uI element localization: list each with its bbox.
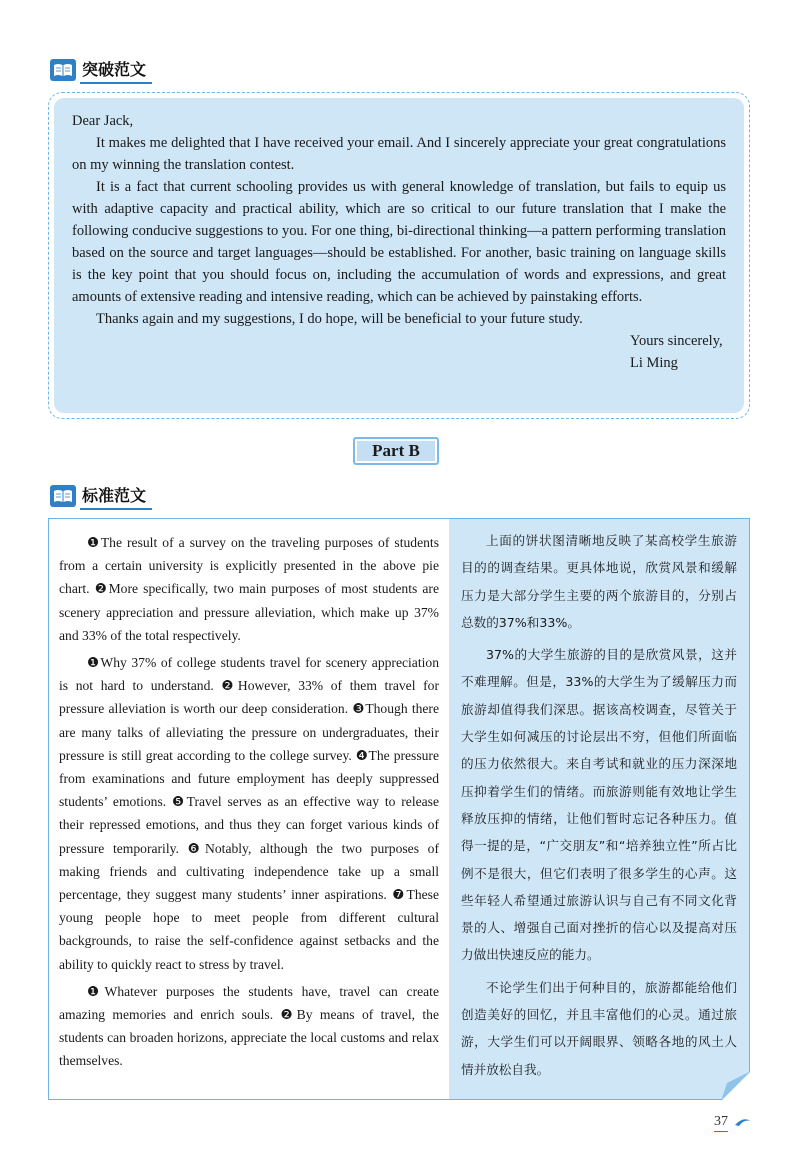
essay-en-paragraph: ❶Whatever purposes the students have, travel can create amazing memories and enrich souls. ❷By means of travel, the students can broaden horizons, appreciate the local customs and relax themselves. <box>59 983 439 1069</box>
book-icon <box>50 59 76 81</box>
essay-en-paragraph: ❶Why 37% of college students travel for scenery appreciation is not hard to understand. ❷However, 33% of them travel for pressure alleviation is worth our deep consideration. ❸Though there are many talks of alleviating the pressure on undergraduates, their pressure is still great according to the college survey. ❹The pressure from examinations and future employment has deeply suppressed students’ emotions. ❺Travel serves as an effective way to release their repressed emotions, and thus they can forget various kinds of pressure temporarily. ❻Notably, although the two purposes of making friends and cultivating independence take up a small percentage, they suggest many students’ inner aspirations. ❼These young people hope to meet people from different cultural backgrounds, to raise the self-confidence against setbacks and the ability to quickly react to stress by travel. <box>59 655 439 972</box>
letter-salutation: Dear Jack, <box>72 113 134 129</box>
essay-cn-paragraph: 37%的大学生旅游的目的是欣赏风景，这并不难理解。但是，33%的大学生为了缓解压力而旅游却值得我们深思。据该高校调查，尽管关于大学生如何减压的讨论层出不穷，但他们所面临的压力依然很大。来自考试和就业的压力深深地压抑着学生们的情绪。而旅游则能有效地让学生释放压抑的情绪，让他们暂时忘记各种压力。值得一提的是，“广交朋友”和“培养独立性”所占比例不是很大，但它们表明了很多学生的心声。这些年轻人希望通过旅游认识与自己有不同文化背景的人、增强自己面对挫折的信心以及提高对压力做出快速反应的能力。 <box>461 647 737 963</box>
page-number: 37 <box>714 1114 728 1132</box>
book-icon <box>50 485 76 507</box>
letter-paragraph: It is a fact that current schooling provides us with general knowledge of translation, but fails to equip us with adaptive capacity and practical ability, which are so critical to our future translation that I make the following conducive suggestions to you. For one thing, bi-directional thinking—a pattern performing translation based on the source and target languages—should be established. For another, basic training on language skills is the key point that you should focus on, including the accumulation of words and expressions, and great amounts of extensive reading and intensive reading, which can be achieved by painstaking efforts. <box>72 179 726 305</box>
section-title: 标准范文 <box>80 483 152 510</box>
page-fold-icon <box>721 1071 751 1101</box>
section-heading-breakthrough <box>50 58 152 82</box>
essay-english <box>49 519 449 1099</box>
part-b-label <box>353 437 439 465</box>
model-essay-box <box>48 518 750 1100</box>
swoosh-icon <box>734 1116 752 1128</box>
section-title: 突破范文 <box>80 57 152 84</box>
essay-cn-paragraph: 不论学生们出于何种目的，旅游都能给他们创造美好的回忆，并且丰富他们的心灵。通过旅游，大学生们可以开阔眼界、领略各地的风土人情并放松自我。 <box>461 979 737 1077</box>
essay-cn-paragraph: 上面的饼状图清晰地反映了某高校学生旅游目的的调查结果。更具体地说，欣赏风景和缓解压力是大部分学生主要的两个旅游目的，分别占总数的37%和33%。 <box>461 533 737 630</box>
letter-body <box>54 98 744 413</box>
section-heading-standard <box>50 484 152 508</box>
letter-closing: Yours sincerely, <box>630 333 723 349</box>
letter-paragraph: It makes me delighted that I have received your email. And I sincerely appreciate your great congratulations on my winning the translation contest. <box>72 135 726 173</box>
part-b-text: Part B <box>357 441 435 461</box>
letter-paragraph: Thanks again and my suggestions, I do hope, will be beneficial to your future study. <box>96 311 583 327</box>
essay-en-paragraph: ❶The result of a survey on the traveling purposes of students from a certain university is explicitly presented in the above pie chart. ❷More specifically, two main purposes of most students are scenery appreciation and pressure alleviation, which make up 37% and 33% of the total respectively. <box>59 535 439 643</box>
letter-signature: Li Ming <box>630 355 678 371</box>
essay-chinese <box>449 519 749 1099</box>
model-letter-box <box>48 92 750 419</box>
